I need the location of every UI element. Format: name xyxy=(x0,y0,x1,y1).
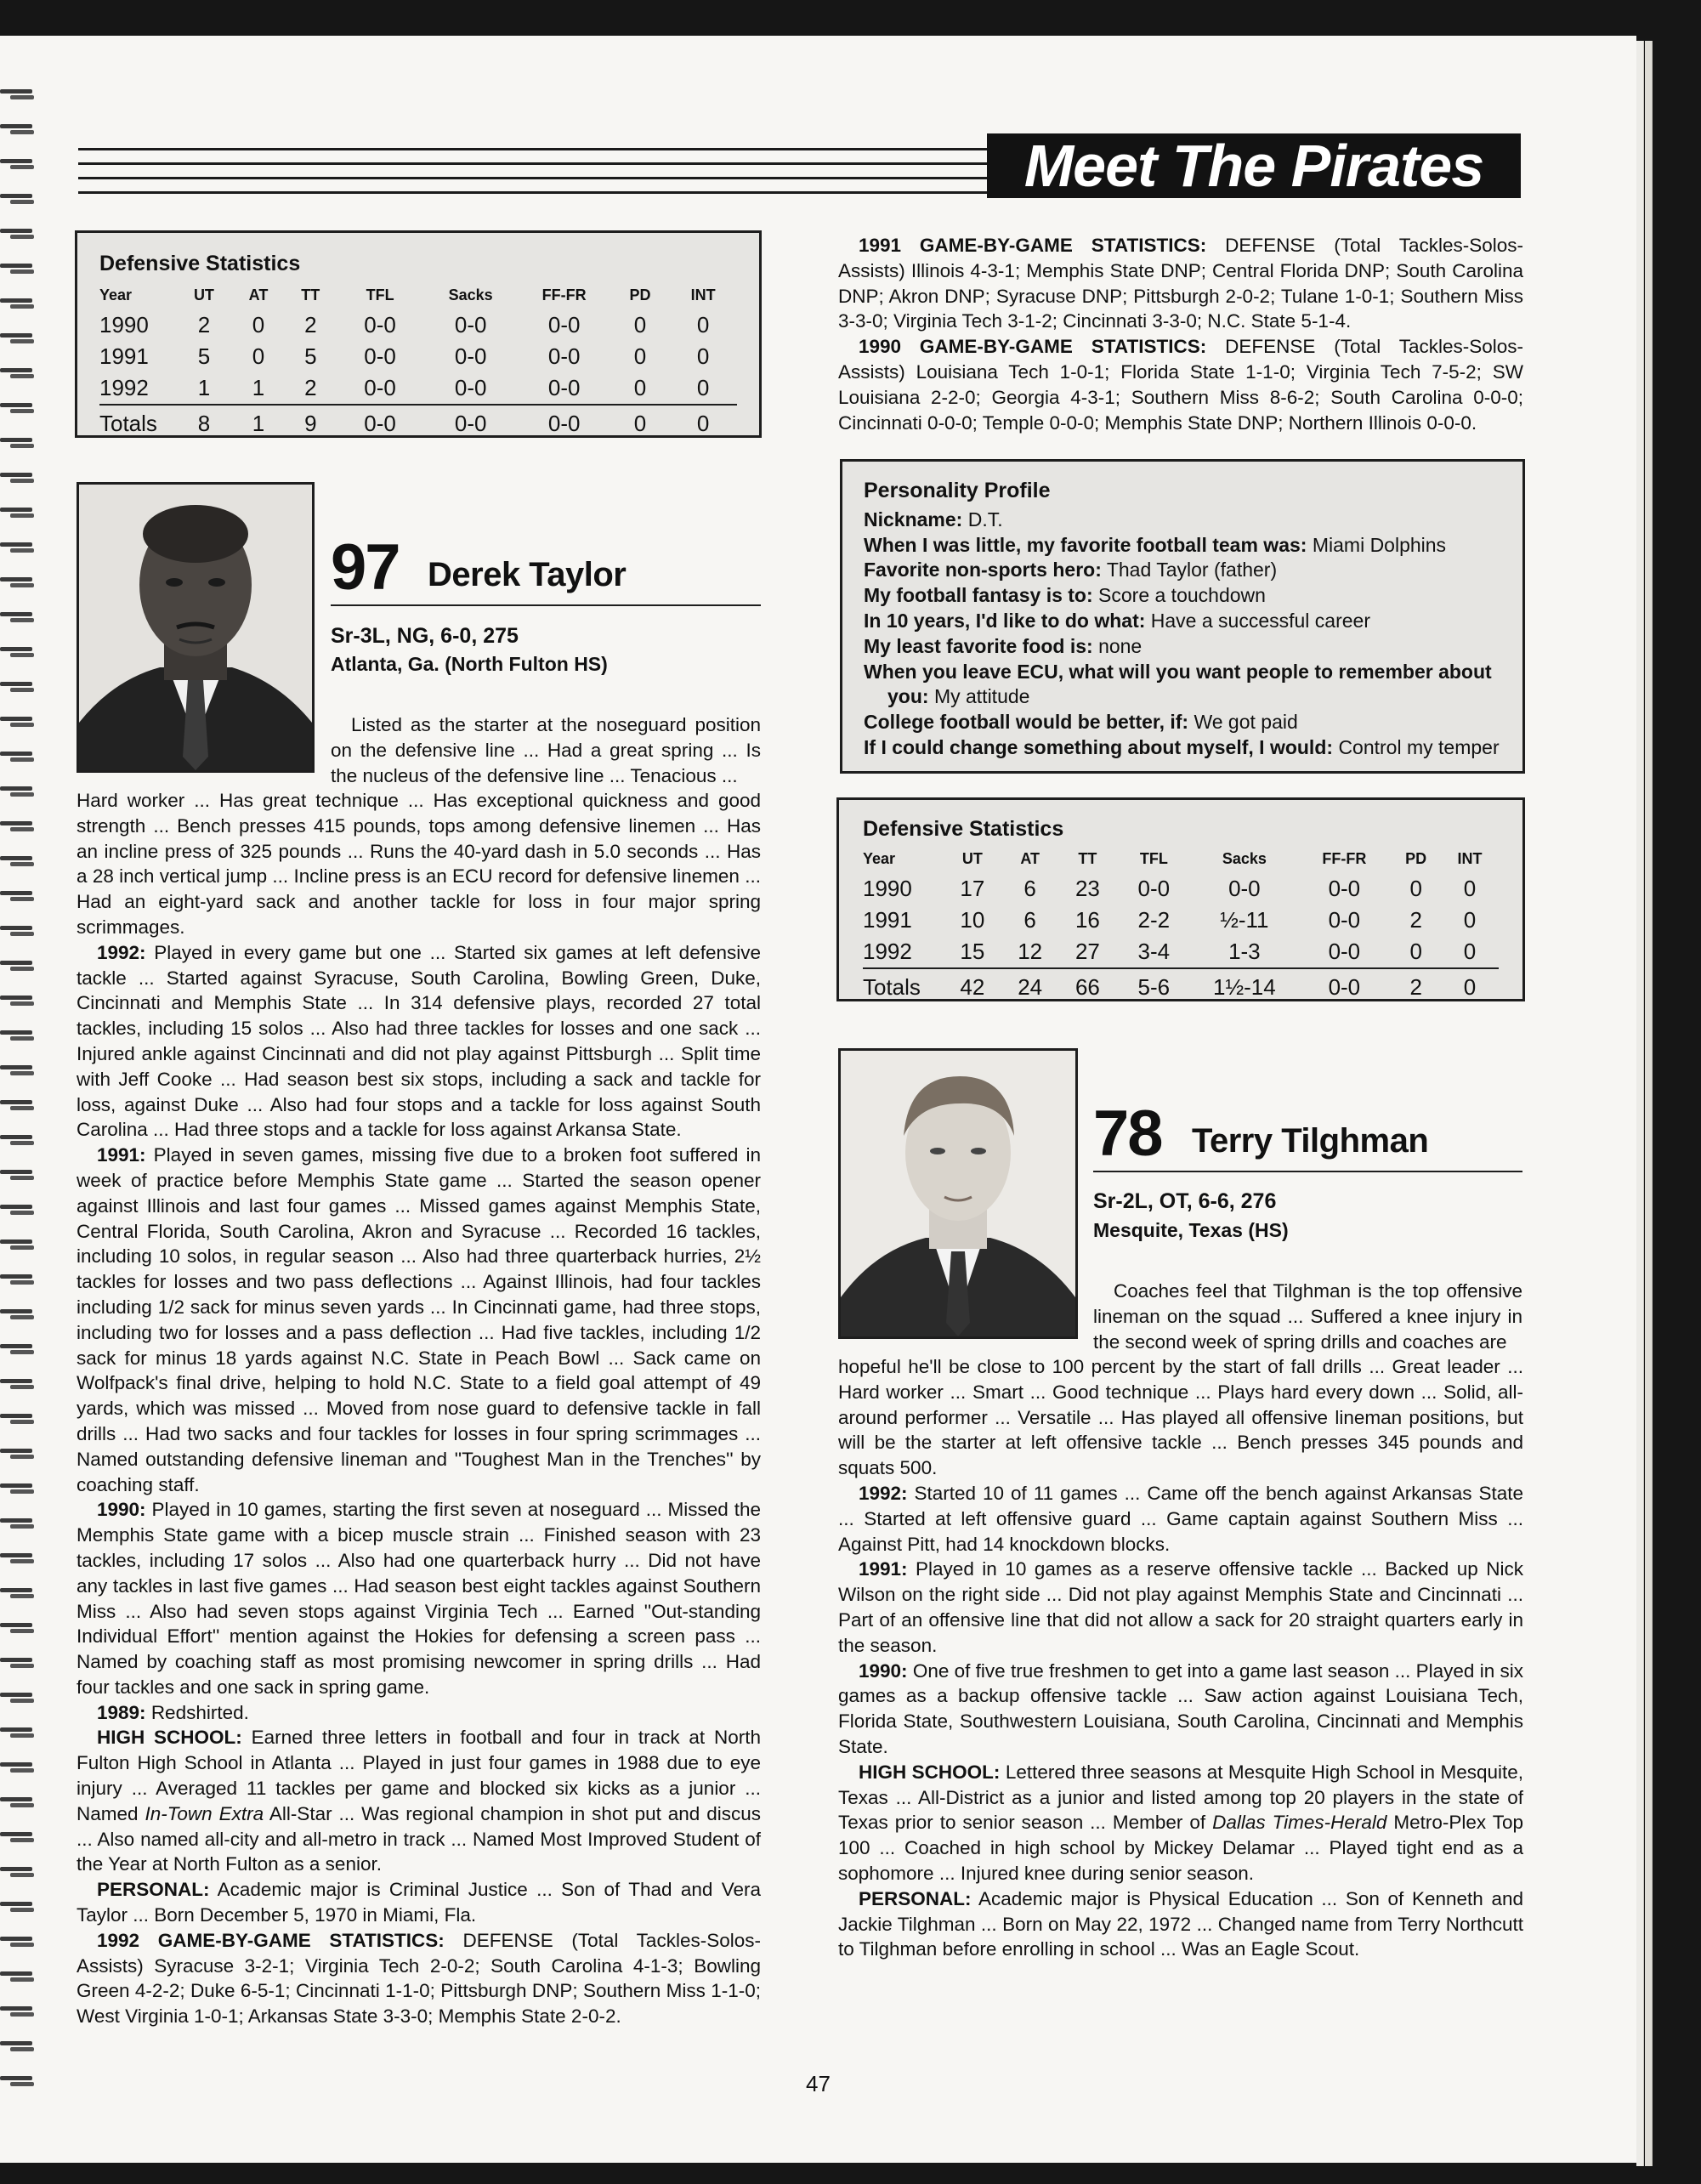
stats-row xyxy=(99,341,737,372)
col-header: INT xyxy=(690,286,716,303)
binding-coil xyxy=(0,1414,37,1426)
cell: 9 xyxy=(285,405,336,440)
binding-coil xyxy=(0,1518,37,1530)
col-header: TFL xyxy=(366,286,394,303)
cell: 6 xyxy=(1023,876,1036,901)
hs-text: Metro-Plex Top 100 ... Coached in high school by Mickey Delamar ... Played tight end as a sophomore ... Injured knee during senior season. xyxy=(838,1812,1523,1884)
cell: 24 xyxy=(1001,968,1059,1003)
personal-text: Academic major is Physical Education ... Son of Kenneth and Jackie Tilghman ... Born on May 22, 1972 ... Changed name from Terry Northcutt to Tilghman before enrolling in school ... Was an Eagle Scout. xyxy=(838,1887,1524,1960)
cell: 1990 xyxy=(99,312,149,338)
cell: 0-0 xyxy=(454,312,487,338)
profile-item xyxy=(864,660,1501,711)
binding-coil xyxy=(0,1832,37,1844)
binding-coil xyxy=(0,159,37,171)
jersey-number-taylor: 97 xyxy=(331,531,400,604)
profile-item xyxy=(864,533,1501,559)
binding-coil xyxy=(0,1205,37,1217)
section-label: 1992 GAME-BY-GAME STATISTICS: xyxy=(97,1929,445,1951)
cell: 0-0 xyxy=(337,405,424,440)
name-underline xyxy=(331,604,761,606)
binding-coil xyxy=(0,542,37,554)
game-stats-text: DEFENSE (Total Tackles-Solos-Assists) Illinois 4-3-1; Memphis State DNP; Central Florida DNP; South Carolina DNP; Akron DNP; Syracuse DNP; Pittsburgh 2-0-2; Tulane 1-0-1; Southern Miss 3-3-0; Virginia Tech 3-1-2; Cincinnati 3-3-0; N.C. State 5-1-4. xyxy=(838,235,1523,332)
col-header: Year xyxy=(99,286,133,303)
col-header: PD xyxy=(629,286,651,303)
game-stats-text: DEFENSE (Total Tackles-Solos-Assists) Syracuse 3-2-1; Virginia Tech 2-0-2; South Carolina 4-1-3; Bowling Green 4-2-2; Duke 6-5-1; Cincinnati 1-1-0; Pittsburgh DNP; Southern Miss 1-1-0; West Virginia 1-0-1; Arkansas State 3-3-0; Memphis State 2-0-2. xyxy=(77,1929,761,2028)
game-stats-1992 xyxy=(77,1928,761,2029)
cell: 1 xyxy=(232,405,285,440)
profile-title: Personality Profile xyxy=(864,479,1051,502)
binding-coil xyxy=(0,1658,37,1670)
binding-coil xyxy=(0,1344,37,1356)
cell: 0-0 xyxy=(547,375,581,400)
cell: 0 xyxy=(1463,939,1477,964)
binding-coil xyxy=(0,821,37,833)
cell: 0 xyxy=(1463,907,1477,933)
profile-item xyxy=(864,710,1501,735)
bio-intro-taylor: Listed as the starter at the noseguard position on the defensive line ... Had a great spring ... Is the nucleus of the defensive line ... Tenacious ... xyxy=(331,714,761,786)
cell: 0 xyxy=(252,312,265,338)
profile-question: In 10 years, I'd like to do what: xyxy=(864,609,1146,632)
bio-personal xyxy=(838,1886,1523,1962)
bio-high-school xyxy=(838,1760,1523,1886)
cell: 10 xyxy=(960,907,985,933)
binding-coil xyxy=(0,786,37,798)
col-header: UT xyxy=(961,850,983,867)
cell: 1-3 xyxy=(1228,939,1261,964)
bio-1992 xyxy=(77,940,761,1143)
binding-coil xyxy=(0,1762,37,1774)
section-label: 1990 GAME-BY-GAME STATISTICS: xyxy=(859,336,1207,358)
profile-question: My least favorite food is: xyxy=(864,634,1093,657)
cell: 0-0 xyxy=(364,375,396,400)
cell: 1 xyxy=(252,375,265,400)
binding-coil xyxy=(0,1065,37,1077)
profile-answer: none xyxy=(1098,634,1143,657)
cell: 1991 xyxy=(99,343,149,369)
cell: 0-0 xyxy=(364,312,396,338)
cell: 0-0 xyxy=(1297,968,1391,1003)
bio-1992 xyxy=(838,1481,1523,1557)
binding-coil xyxy=(0,508,37,519)
cell: Totals xyxy=(863,968,944,1003)
player-position-taylor: Sr-3L, NG, 6-0, 275 xyxy=(331,624,519,648)
year-text: Played in seven games, missing five due to a broken foot suffered in week of practice before Memphis State game ... Started the season opener against Illinois and last four games ... Missed games against Memphis State, Central Florida, South Carolina, Akron and Syracuse ... Recorded 16 tackles, including 10 solos, in regular season ... Also had three quarterback hurries, 2½ tackles for losses and two pass deflections ... Against Illinois, had four tackles including 1/2 sack for minus seven yards ... In Cincinnati game, had three stops, including two for losses and a pass deflection ... Had five tackles, including 1/2 sack for minus 18 yards against N.C. State in Peach Bowl ... Sack came on Wolfpack's final drive, helping to hold N.C. State to a field goal attempt of 49 yards, which was missed ... Moved from nose guard to defensive tackle in fall drills ... Had two sacks and four tackles for losses in four spring scrimmages ... Named outstanding defensive lineman and ''Toughest Man in the Trenches'' by coaching staff. xyxy=(77,1144,761,1495)
binding-coil xyxy=(0,1030,37,1042)
bio-tilghman xyxy=(838,1279,1523,1962)
cell: 2 xyxy=(1409,907,1422,933)
stats-title: Defensive Statistics xyxy=(99,252,301,275)
cell: 0-0 xyxy=(454,375,487,400)
page-edge xyxy=(1636,41,1644,2166)
year-text: Started 10 of 11 games ... Came off the bench against Arkansas State ... Started at left offensive guard ... Game captain against Southern Miss ... Against Pitt, had 14 knockdown blocks. xyxy=(838,1482,1523,1555)
cell: 5-6 xyxy=(1116,968,1191,1003)
publication-name: Dallas Times-Herald xyxy=(1212,1812,1387,1834)
binding-coil xyxy=(0,438,37,450)
stats-total-row xyxy=(99,405,737,440)
stats-row xyxy=(99,372,737,405)
binding-coil xyxy=(0,2041,37,2053)
profile-answer: Score a touchdown xyxy=(1098,584,1266,607)
cell: 2 xyxy=(1391,968,1441,1003)
profile-answer: Thad Taylor (father) xyxy=(1106,559,1278,581)
binding-coil xyxy=(0,961,37,973)
year-label: 1992: xyxy=(859,1482,908,1504)
bio-1989 xyxy=(77,1700,761,1726)
col-header: AT xyxy=(248,286,269,303)
binding-coil xyxy=(0,264,37,275)
col-header: PD xyxy=(1405,850,1427,867)
col-header: Year xyxy=(863,850,896,867)
col-header: Sacks xyxy=(1222,850,1267,867)
cell: 0 xyxy=(1409,876,1422,901)
cell: 0 xyxy=(611,405,670,440)
defensive-stats-table xyxy=(99,286,737,440)
profile-answer: My attitude xyxy=(933,685,1030,708)
cell: 1992 xyxy=(863,939,912,964)
bio-taylor xyxy=(77,712,761,2029)
binding-coil xyxy=(0,612,37,624)
cell: 0-0 xyxy=(1328,907,1361,933)
col-header: TFL xyxy=(1139,850,1168,867)
binding-coil xyxy=(0,1239,37,1251)
col-header: Sacks xyxy=(448,286,493,303)
stats-row xyxy=(863,936,1499,968)
binding-coil xyxy=(0,89,37,101)
binding-coil xyxy=(0,1588,37,1600)
bio-1990 xyxy=(77,1497,761,1699)
binding-coil xyxy=(0,1693,37,1705)
binding-coil xyxy=(0,1483,37,1495)
player-hometown-tilghman: Mesquite, Texas (HS) xyxy=(1093,1219,1289,1241)
profile-item xyxy=(864,634,1501,660)
profile-answer: We got paid xyxy=(1194,711,1298,734)
cell: 0-0 xyxy=(424,405,518,440)
cell: 15 xyxy=(960,939,985,964)
year-label: 1991: xyxy=(97,1144,146,1166)
binding-coil xyxy=(0,194,37,206)
cell: 2-2 xyxy=(1137,907,1171,933)
cell: 2 xyxy=(197,312,211,338)
bio-personal xyxy=(77,1877,761,1928)
section-banner: Meet The Pirates xyxy=(987,133,1521,198)
stats-total-row xyxy=(863,968,1499,1003)
personal-text: Academic major is Criminal Justice ... Son of Thad and Vera Taylor ... Born December 5, 1970 in Miami, Fla. xyxy=(77,1879,761,1926)
binding-coil xyxy=(0,368,37,380)
year-label: 1992: xyxy=(97,941,146,963)
binding-coil xyxy=(0,1274,37,1286)
cell: 0-0 xyxy=(1328,876,1361,901)
cell: 1½-14 xyxy=(1191,968,1297,1003)
binding-coil xyxy=(0,1867,37,1879)
binding-coil xyxy=(0,926,37,938)
profile-item xyxy=(864,735,1501,761)
binding-coil xyxy=(0,1309,37,1321)
cell: 1992 xyxy=(99,375,149,400)
cell: 5 xyxy=(304,343,317,369)
binding-coil xyxy=(0,124,37,136)
cell: 5 xyxy=(197,343,211,369)
stats-row xyxy=(99,309,737,341)
section-label: HIGH SCHOOL: xyxy=(859,1761,1001,1783)
binding-coil xyxy=(0,752,37,763)
cell: 0-0 xyxy=(547,312,581,338)
year-text: Played in every game but one ... Started six games at left defensive tackle ... Started against Syracuse, South Carolina, Bowling Green, Duke, Cincinnati and Memphis State ... In 314 defensive plays, recorded 27 total tackles, including 15 solos ... Also had three tackles for losses and one sack ... Injured ankle against Cincinnati and did not play against Pittsburgh ... Split time with Jeff Cooke ... Had season best six stops, including a sack and tackle for loss, against Duke ... Also had four stops and a tackle for loss against South Carolina ... Had three stops and a tackle for loss against Arkansa State. xyxy=(77,941,761,1141)
defensive-stats-box-taylor xyxy=(75,230,762,438)
binding-coil xyxy=(0,717,37,729)
cell: 1 xyxy=(197,375,211,400)
col-header: FF-FR xyxy=(1322,850,1367,867)
binding-coil xyxy=(0,333,37,345)
cell: 66 xyxy=(1059,968,1117,1003)
binding-coil xyxy=(0,2006,37,2018)
bio-1990 xyxy=(838,1659,1523,1760)
cell: ½-11 xyxy=(1220,907,1269,933)
profile-item xyxy=(864,609,1501,634)
cell: 12 xyxy=(1018,939,1043,964)
cell: 0 xyxy=(696,375,710,400)
profile-item xyxy=(864,558,1501,583)
bio-intro-continued xyxy=(77,712,761,940)
cell: 0-0 xyxy=(1137,876,1171,901)
cell: 0-0 xyxy=(1228,876,1261,901)
cell: 0 xyxy=(633,312,647,338)
cell: 0 xyxy=(252,343,265,369)
bio-intro-continued xyxy=(838,1279,1523,1481)
col-header: AT xyxy=(1020,850,1040,867)
bio-high-school xyxy=(77,1725,761,1877)
cell: 8 xyxy=(176,405,232,440)
player-hometown-taylor: Atlanta, Ga. (North Fulton HS) xyxy=(331,653,608,675)
year-text: Redshirted. xyxy=(150,1701,249,1723)
binding-coil xyxy=(0,856,37,868)
binding-coil xyxy=(0,1971,37,1983)
game-stats-text: DEFENSE (Total Tackles-Solos-Assists) Louisiana Tech 1-0-1; Florida State 1-1-0; Virginia Tech 7-5-2; SW Louisiana 2-2-0; Georgia 4-3-1; Southern Miss 8-6-2; South Carolina 0-0-0; Cincinnati 0-0-0; Temple 0-0-0; Memphis State DNP; Northern Illinois 0-0-0. xyxy=(838,336,1523,434)
binding-coil xyxy=(0,577,37,589)
stats-header-row xyxy=(863,850,1499,873)
col-header: INT xyxy=(1457,850,1483,867)
cell: 0 xyxy=(1463,876,1477,901)
intro-tail: Hard worker ... Has great technique ... Has exceptional quickness and good strength ... Bench presses 415 pounds, tops among defensive linemen ... Has an incline press of 325 pounds ... Runs the 40-yard dash in 5.0 seconds ... Has a 28 inch vertical jump ... Incline press is an ECU record for defensive linemen ... Had an eight-yard sack and another tackle for loss in four major spring scrimmages. xyxy=(77,790,761,938)
year-label: 1991: xyxy=(859,1558,908,1580)
binding-coil xyxy=(0,403,37,415)
binding-coil xyxy=(0,229,37,241)
cell: 1990 xyxy=(863,876,912,901)
binding-coil xyxy=(0,1727,37,1739)
section-label: PERSONAL: xyxy=(97,1879,210,1901)
profile-question: Nickname: xyxy=(864,508,963,530)
cell: 0-0 xyxy=(518,405,611,440)
cell: 1991 xyxy=(863,907,912,933)
cell: 0-0 xyxy=(1328,939,1361,964)
section-label: PERSONAL: xyxy=(859,1887,972,1909)
binding-coil xyxy=(0,298,37,310)
personality-profile-box xyxy=(840,459,1525,774)
cell: 0 xyxy=(696,343,710,369)
binding-coil xyxy=(0,1449,37,1461)
cell: 0 xyxy=(633,343,647,369)
hs-text: Earned three letters in football and four in track at North Fulton High School in Atlanta ... Played in just four games in 1988 due to eye injury ... Averaged 11 tackles per game and blocked six kicks as a junior ... Named xyxy=(77,1727,761,1824)
year-text: One of five true freshmen to get into a game last season ... Played in six games as a backup offensive tackle ... Saw action against Louisiana Tech, Florida State, Southwestern Louisiana, South Carolina, Cincinnati and Memphis State. xyxy=(838,1659,1523,1757)
binding-coil xyxy=(0,1135,37,1147)
cell: 0 xyxy=(669,405,737,440)
hs-text: Lettered three seasons at Mesquite High School in Mesquite, Texas ... All-District as a junior and listed among top 20 players in the state of Texas prior to senior season ... Member of xyxy=(838,1761,1523,1834)
game-stats-1990 xyxy=(838,334,1523,435)
cell: 6 xyxy=(1023,907,1036,933)
profile-item xyxy=(864,508,1501,533)
year-label: 1989: xyxy=(97,1701,146,1723)
cell: 0-0 xyxy=(547,343,581,369)
profile-question: When you leave ECU, what will you want people to remember about you: xyxy=(864,660,1492,708)
profile-answer: Control my temper xyxy=(1338,735,1500,758)
cell: 27 xyxy=(1074,939,1100,964)
binding-coil xyxy=(0,682,37,694)
defensive-stats-table xyxy=(863,850,1499,1003)
cell: 0 xyxy=(1441,968,1499,1003)
player-name-tilghman: Terry Tilghman xyxy=(1192,1122,1429,1160)
binding-coil xyxy=(0,1797,37,1809)
cell: 23 xyxy=(1074,876,1100,901)
bio-1991 xyxy=(77,1143,761,1497)
defensive-stats-box-taylor-2 xyxy=(836,797,1525,1001)
page-number: 47 xyxy=(806,2071,831,2096)
banner-rules xyxy=(78,146,988,197)
binding-coil xyxy=(0,1379,37,1391)
col-header: UT xyxy=(193,286,214,303)
hs-text: All-Star ... Was regional champion in shot put and discus ... Also named all-city and all-metro in track ... Named Most Improved Student of the Year at North Fulton as a senior. xyxy=(77,1802,761,1875)
cell: 16 xyxy=(1074,907,1100,933)
cell: 17 xyxy=(960,876,985,901)
stats-row xyxy=(863,873,1499,905)
profile-question: If I could change something about myself, I would: xyxy=(864,735,1334,758)
cell: Totals xyxy=(99,405,176,440)
binding-coil xyxy=(0,473,37,485)
col-header: TT xyxy=(301,286,320,303)
cell: 0 xyxy=(633,375,647,400)
year-label: 1990: xyxy=(859,1659,908,1682)
binding-coil xyxy=(0,1170,37,1182)
col-header: FF-FR xyxy=(541,286,587,303)
bio-intro-tilghman: Coaches feel that Tilghman is the top offensive lineman on the squad ... Suffered a knee injury in the second week of spring drills and coaches are xyxy=(1093,1280,1522,1353)
binding-coil xyxy=(0,1623,37,1635)
binding-coil xyxy=(0,1902,37,1914)
page-edge xyxy=(1645,41,1653,2166)
cell: 2 xyxy=(304,312,317,338)
section-label: 1991 GAME-BY-GAME STATISTICS: xyxy=(859,235,1207,256)
stats-row xyxy=(863,905,1499,936)
cell: 3-4 xyxy=(1137,939,1171,964)
profile-item xyxy=(864,583,1501,609)
cell: 2 xyxy=(304,375,317,400)
profile-question: My football fantasy is to: xyxy=(864,584,1093,607)
binding-coil xyxy=(0,1553,37,1565)
game-stats-continued xyxy=(838,233,1523,435)
profile-answer: Have a successful career xyxy=(1150,609,1371,632)
binding-coil xyxy=(0,1937,37,1949)
year-text: Played in 10 games, starting the first seven at noseguard ... Missed the Memphis State game with a bicep muscle strain ... Finished season with 23 tackles, including 17 solos ... Also had one quarterback hurry ... Did not have any tackles in last five games ... Had season best eight tackles against Southern Miss ... Also had seven stops against Virginia Tech ... Earned ''Out-standing Individual Effort'' mention against the Hokies for defensing a screen pass ... Named by coaching staff as most promising newcomer in spring drills ... Had four tackles and one sack in spring game. xyxy=(77,1499,761,1698)
section-label: HIGH SCHOOL: xyxy=(97,1727,242,1749)
binding-coil xyxy=(0,1100,37,1112)
cell: 0-0 xyxy=(364,343,396,369)
profile-question: Favorite non-sports hero: xyxy=(864,559,1102,581)
bio-1991 xyxy=(838,1557,1523,1658)
cell: 0 xyxy=(1409,939,1422,964)
player-name-taylor: Derek Taylor xyxy=(428,556,627,593)
profile-question: College football would be better, if: xyxy=(864,711,1189,734)
publication-name: In-Town Extra xyxy=(145,1802,264,1824)
jersey-number-tilghman: 78 xyxy=(1093,1098,1162,1170)
profile-answer: Miami Dolphins xyxy=(1312,533,1447,556)
intro-tail: hopeful he'll be close to 100 percent by the start of fall drills ... Great leader ... Hard worker ... Smart ... Good technique ... Plays hard every down ... Solid, all-around performer ... Versatile ... Has played all offensive lineman positions, but will be the starter at left offensive tackle ... Bench presses 345 pounds and squats 500. xyxy=(838,1356,1523,1479)
name-underline xyxy=(1093,1171,1522,1172)
profile-answer: D.T. xyxy=(967,508,1003,530)
cell: 0-0 xyxy=(454,343,487,369)
cell: 42 xyxy=(944,968,1001,1003)
game-stats-1991 xyxy=(838,233,1523,334)
binding-coil xyxy=(0,647,37,659)
binding-coil xyxy=(0,996,37,1007)
player-position-tilghman: Sr-2L, OT, 6-6, 276 xyxy=(1093,1189,1277,1213)
col-header: TT xyxy=(1078,850,1097,867)
profile-question: When I was little, my favorite football team was: xyxy=(864,533,1307,556)
stats-header-row xyxy=(99,286,737,309)
year-text: Played in 10 games as a reserve offensive tackle ... Backed up Nick Wilson on the right side ... Did not play against Memphis State and Cincinnati ... Part of an offensive line that did not allow a sack for 20 straight quarters early in the season. xyxy=(838,1558,1523,1656)
binding-coil xyxy=(0,891,37,903)
stats-title: Defensive Statistics xyxy=(863,817,1064,841)
year-label: 1990: xyxy=(97,1499,146,1521)
cell: 0 xyxy=(696,312,710,338)
